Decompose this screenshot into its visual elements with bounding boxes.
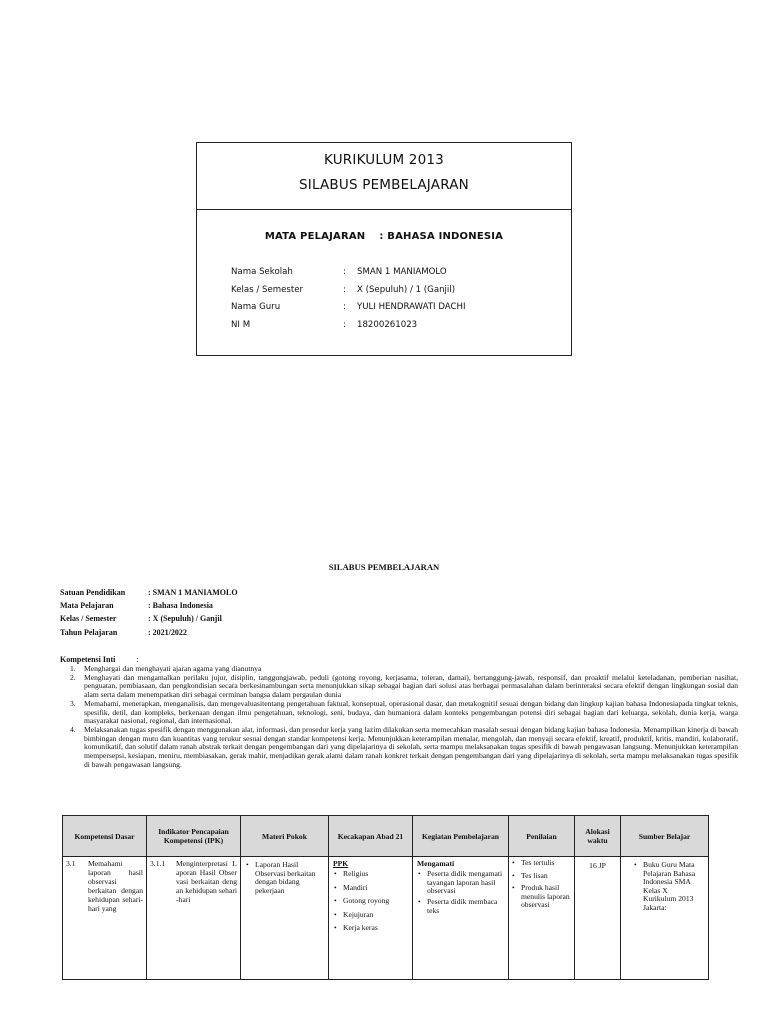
list-item: • Buku Guru Mata Pelajaran Bahasa Indonesia SMA Kelas X Kurikulum 2013 Jakarta: — [643, 861, 702, 913]
subject-label: MATA PELAJARAN — [264, 231, 366, 242]
cover-title-syllabus: SILABUS PEMBELAJARAN — [299, 177, 469, 193]
info-key: Kelas / Semester — [231, 284, 304, 295]
info-row-school — [231, 267, 466, 285]
info-key: Nama Guru — [231, 302, 281, 313]
info-row-teacher — [231, 302, 466, 320]
identity-value: : X (Sepuluh) / Ganjil — [148, 614, 222, 624]
cover-title-curriculum: KURIKULUM 2013 — [324, 152, 444, 168]
list-item: • Peserta didik membaca teks — [427, 898, 506, 915]
activity-label: Mengamati — [417, 859, 455, 868]
list-item — [70, 700, 738, 726]
identity-row — [60, 628, 238, 641]
list-item: • Gotong royong — [343, 897, 410, 906]
col-header: Penilaian — [509, 816, 575, 857]
syllabus-table — [62, 815, 709, 980]
identity-row — [60, 601, 238, 614]
kd-text: Memahami laporan hasil observasi berkaitan dengan kehidupan sehari-hari yang — [88, 859, 143, 913]
col-header: Sumber Belajar — [621, 816, 709, 857]
info-value: SMAN 1 MANIAMOLO — [357, 267, 447, 277]
col-header: Kegiatan Pembelajaran — [413, 816, 509, 857]
info-row-class — [231, 285, 466, 303]
time-allocation: 16 JP — [589, 861, 606, 870]
list-item — [70, 674, 738, 700]
list-text: Menghayati dan mengamalkan perilaku jujur, disiplin, tanggungjawab, peduli (gotong royong, kerjasama, toleran, damai), bertanggung-jawab, responsif, dan proaktif melalui keteladanan, pemberian nasihat, penguatan, pembiasaan, dan pengkondisian secara berkesinambungan serta menunjukkan sikap sebagai bagian dari solusi atas berbagai permasalahan dalam berinteraksi secara efektif dengan lingkungan sosial dan alam serta dalam menempatkan diri sebagai cerminan bangsa dalam pergaulan dunia — [84, 672, 738, 700]
list-item: • Laporan Hasil Observasi berkaitan dengan bidang pekerjaan — [255, 861, 326, 895]
ki-label: Kompetensi Inti — [60, 655, 116, 664]
cover-subject — [197, 231, 571, 242]
core-competence-heading — [60, 655, 139, 664]
identity-value: : 2021/2022 — [148, 627, 187, 637]
list-item: • Produk hasil menulis laporan observasi — [521, 884, 572, 910]
info-colon: : — [343, 319, 346, 330]
list-item: • Peserta didik mengamati tayangan laporan hasil observasi — [427, 870, 506, 896]
identity-key: Mata Pelajaran — [60, 601, 114, 611]
info-row-nim — [231, 320, 466, 338]
info-key: NI M — [231, 319, 251, 330]
subject-value: : BAHASA INDONESIA — [379, 231, 504, 242]
list-text: Menghargai dan menghayati ajaran agama yang dianutnya — [84, 664, 262, 673]
cell-kd — [63, 857, 147, 980]
identity-row — [60, 588, 238, 601]
identity-key: Tahun Pelajaran — [60, 627, 118, 637]
col-header: Kompetensi Dasar — [63, 816, 147, 857]
info-colon: : — [343, 267, 346, 277]
cover-header — [197, 143, 571, 210]
ppk-label: PPK — [333, 859, 349, 868]
list-item: • Kerja keras — [343, 924, 410, 933]
col-header: Kecakapan Abad 21 — [329, 816, 413, 857]
cell-materi — [241, 857, 329, 980]
cell-kecakapan — [329, 857, 413, 980]
col-header: Materi Pokok — [241, 816, 329, 857]
info-value: X (Sepuluh) / 1 (Ganjil) — [357, 284, 456, 295]
cell-sumber — [621, 857, 709, 980]
identity-value: : SMAN 1 MANIAMOLO — [148, 588, 238, 597]
info-value: YULI HENDRAWATI DACHI — [357, 302, 466, 313]
cell-kegiatan — [413, 857, 509, 980]
cover-box — [196, 142, 572, 356]
list-number: 2. — [70, 672, 76, 682]
list-item: • Religius — [343, 870, 410, 879]
syllabus-title: SILABUS PEMBELAJARAN — [328, 562, 440, 572]
core-competence-list — [70, 665, 738, 769]
syllabus-identity — [60, 588, 238, 641]
ki-colon: : — [136, 655, 139, 664]
identity-key: Satuan Pendidikan — [60, 588, 126, 597]
cell-ipk — [147, 857, 241, 980]
ipk-text: Menginterpretasi Laporan Hasil Observasi berkaitan dengan kehidupan sehari-hari — [176, 859, 237, 904]
col-header: Alokasi waktu — [575, 816, 621, 857]
info-key: Nama Sekolah — [231, 267, 293, 277]
list-text: Memahami, menerapkan, menganalisis, dan mengevaluasitentang pengetahuan faktual, konseptual, operasional dasar, dan metakognitif sesuai dengan bidang dan lingkup kajian bahasa Indonesiapada tingkat teknis, spesifik, detil, dan kompleks, berkenaan dengan ilmu pengetahuan, teknologi, seni, budaya, dan humaniora dalam konteks pengembangan potensi diri sebagai bagian dari keluarga, sekolah, dunia kerja, warga masyarakat nasional, regional, dan internasional. — [84, 698, 738, 726]
kd-number: 3.1 — [66, 859, 76, 868]
cell-penilaian — [509, 857, 575, 980]
cover-info — [231, 267, 466, 337]
list-item: • Tes lisan — [521, 872, 572, 881]
list-item — [70, 726, 738, 770]
info-value: 18200261023 — [357, 319, 418, 330]
list-item: • Mandiri — [343, 884, 410, 893]
list-item: • Kejujuran — [343, 911, 410, 920]
ipk-number: 3.1.1 — [150, 859, 166, 868]
list-text: Melaksanakan tugas spesifik dengan menggunakan alat, informasi, dan prosedur kerja yang lazim dilakukan serta memecahkan masalah sesuai dengan bidang kajian bahasa Indonesia. Menampilkan kinerja di bawah bimbingan dengan mutu dan kuantitas yang terukur sesuai dengan standar kompetensi kerja. Menunjukkan keterampilan menalar, mengolah, dan menyaji secara efektif, kreatif, produktif, kritis, mandiri, kolaboratif, komunikatif, dan solutif dalam ranah abstrak terkait dengan pengembangan dari yang dipelajarinya di sekolah, serta mampu melaksanakan tugas spesifik di bawah pengawasan langsung. Menunjukkan keterampilan mempersepsi, kesiapan, meniru, membiasakan, gerak mahir, menjadikan gerak alami dalam ranah konkret terkait dengan pengembangan dari yang dipelajarinya di sekolah, serta mampu melaksanakan tugas spesifik di bawah pengawasan langsung. — [84, 724, 738, 769]
cell-alokasi — [575, 857, 621, 980]
identity-key: Kelas / Semester — [60, 614, 117, 624]
list-number: 1. — [70, 664, 76, 673]
identity-row — [60, 614, 238, 627]
table-row — [63, 857, 709, 980]
identity-value: : Bahasa Indonesia — [148, 601, 213, 611]
info-colon: : — [343, 284, 346, 295]
col-header: Indikator Pencapaian Kompetensi (IPK) — [147, 816, 241, 857]
table-header-row — [63, 816, 709, 857]
info-colon: : — [343, 302, 346, 313]
list-number: 4. — [70, 724, 76, 734]
list-number: 3. — [70, 698, 76, 708]
list-item: • Tes tertulis — [521, 859, 572, 868]
